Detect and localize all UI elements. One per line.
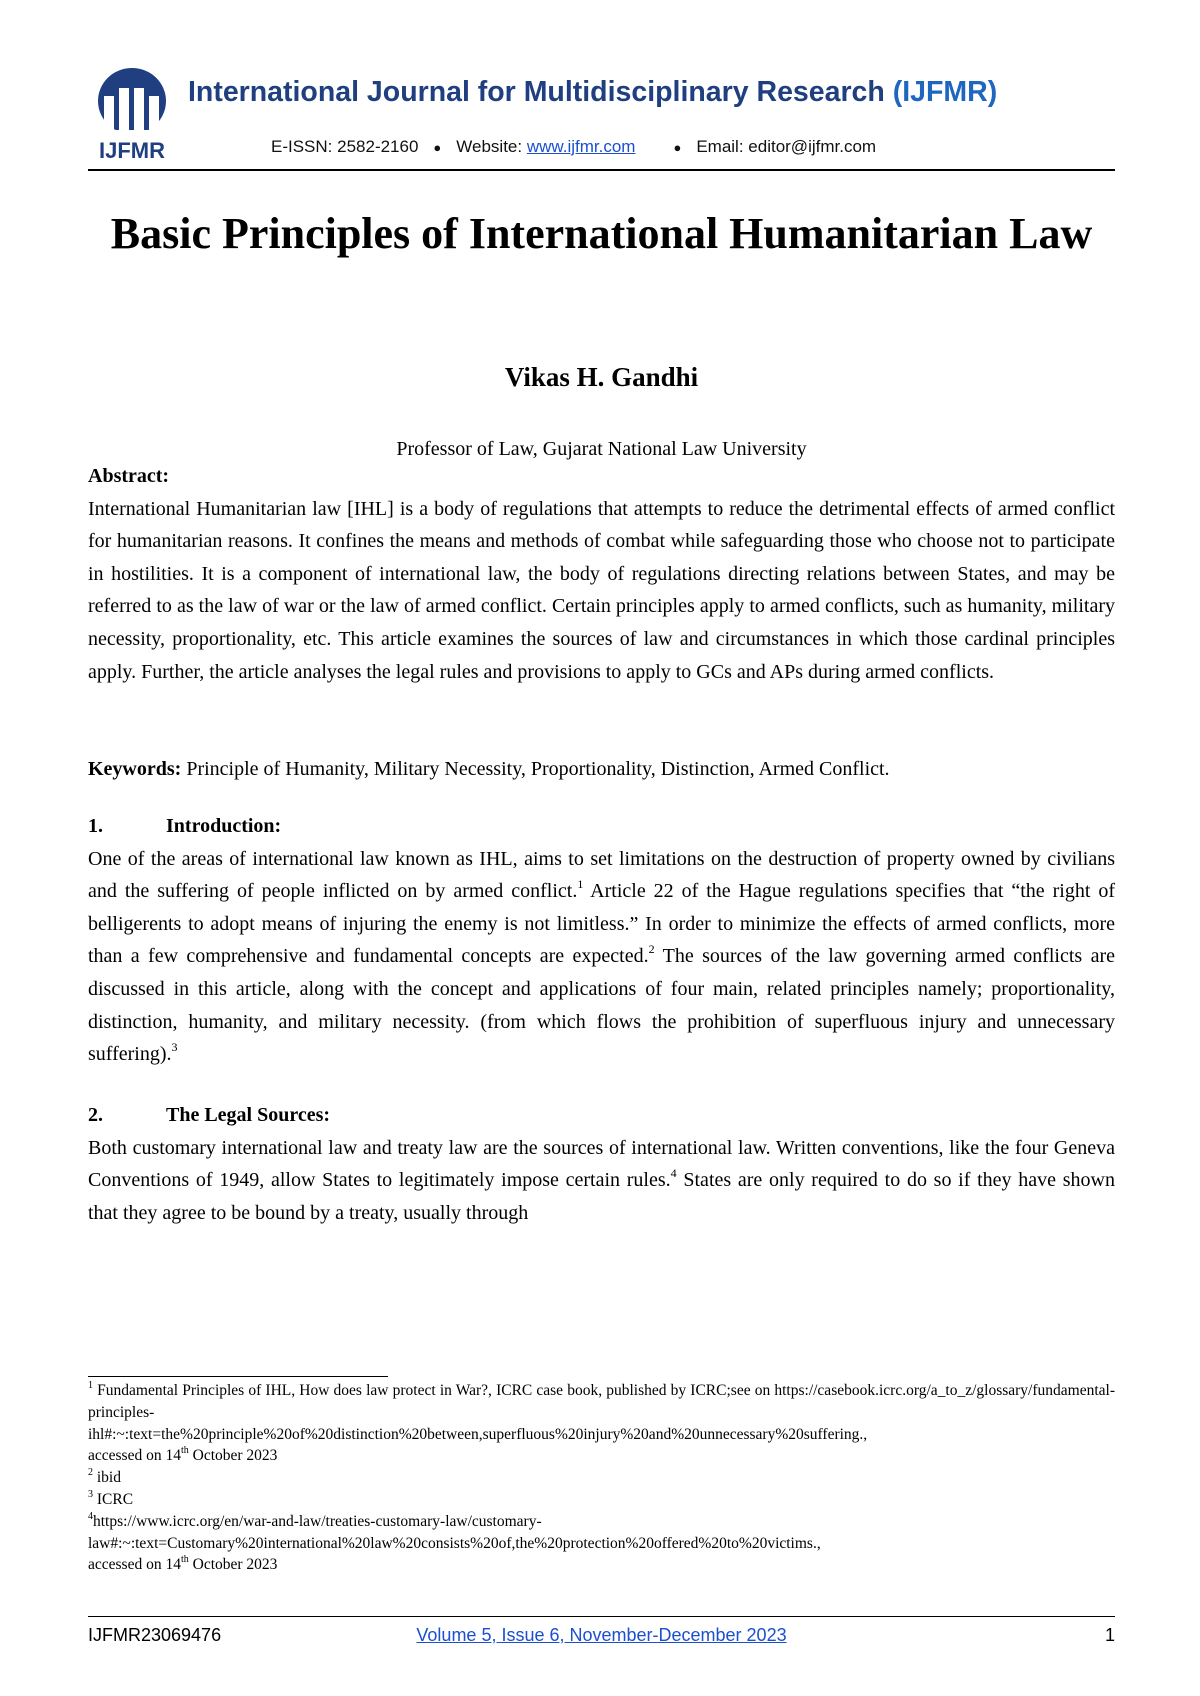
section-heading — [88, 810, 1115, 843]
footnote-url[interactable]: law#:~:text=Customary%20international%20law%20consists%20of,the%20protection%20offered%20to%20victims., — [88, 1534, 821, 1552]
footnote-divider — [88, 1376, 388, 1377]
journal-title — [188, 76, 997, 109]
abstract-text: International Humanitarian law [IHL] is a body of regulations that attempts to reduce the detrimental effects of armed conflict for humanitarian reasons. It confines the means and methods of combat while safeguarding those who choose not to participate in hostilities. It is a component of international law, the body of regulations directing relations between States, and may be referred to as the law of war or the law of armed conflict. Certain principles apply to armed conflicts, such as humanity, military necessity, proportionality, etc. This article examines the sources of law and circumstances in which those cardinal principles apply. Further, the article analyses the legal rules and provisions to apply to GCs and APs during armed conflicts. — [88, 497, 1115, 683]
footnote-1 — [88, 1380, 1115, 1424]
journal-header — [88, 62, 1115, 170]
section-title: Introduction: — [166, 815, 282, 837]
journal-name: International Journal for Multidisciplinary Research — [188, 76, 885, 108]
volume-issue-link[interactable]: Volume 5, Issue 6, November-December 2023 — [416, 1625, 787, 1645]
section-number: 2. — [88, 1104, 103, 1126]
footnote-ref[interactable]: 2 — [648, 942, 655, 957]
website-link[interactable]: www.ijfmr.com — [526, 137, 636, 156]
paragraph — [88, 1132, 1115, 1230]
keywords-section — [88, 753, 1115, 786]
section-number: 1. — [88, 815, 103, 837]
abstract-label: Abstract: — [88, 465, 170, 487]
footnote-4 — [88, 1511, 1115, 1533]
footer-divider — [88, 1616, 1115, 1617]
footnote-text: October 2023 — [188, 1447, 278, 1465]
footnote-text: October 2023 — [188, 1556, 278, 1574]
keywords-text: Principle of Humanity, Military Necessity, Proportionality, Distinction, Armed Conflict. — [186, 758, 890, 780]
section-heading — [88, 1099, 1115, 1132]
footnote-text: accessed on 14 — [88, 1447, 181, 1465]
paragraph-text: States are only required to do so if they have shown that they agree to be bound by a treaty, usually through — [88, 1169, 1115, 1224]
footnote-text: accessed on 14 — [88, 1556, 181, 1574]
page-number: 1 — [1104, 1625, 1115, 1645]
footnote-mark: 1 — [88, 1380, 93, 1391]
website-label: Website: — [456, 137, 523, 156]
page-footer — [88, 1625, 1115, 1651]
paper-id: IJFMR23069476 — [88, 1625, 222, 1645]
paragraph-text: The sources of the law governing armed conflicts are discussed in this article, along with the concept and applications of four main, related principles namely; proportionality, distinction, humanity, and military necessity. (from which flows the prohibition of superfluous injury and unnecessary suffering). — [88, 945, 1115, 1066]
superscript: th — [180, 1445, 189, 1457]
section-introduction — [88, 810, 1115, 1071]
paragraph-text: Both customary international law and treaty law are the sources of international law. Written conventions, like the four Geneva Conventions of 1949, allow States to legitimately impose certain rules. — [88, 1136, 1115, 1192]
footnote-mark: 4 — [88, 1510, 93, 1522]
section-legal-sources — [88, 1099, 1115, 1229]
article-title: Basic Principles of International Humanitarian Law — [110, 209, 1093, 258]
superscript: th — [180, 1554, 189, 1566]
footnote-ref[interactable]: 3 — [171, 1040, 178, 1055]
footnote-2 — [88, 1467, 1115, 1489]
journal-abbreviation: (IJFMR) — [892, 76, 998, 108]
footnote-ref[interactable]: 1 — [577, 877, 584, 892]
author-name: Vikas H. Gandhi — [504, 362, 699, 392]
journal-contact-line — [271, 137, 876, 157]
paragraph-text: One of the areas of international law known as IHL, aims to set limitations on the destruction of property owned by civilians and the suffering of people inflicted on by armed conflict. — [88, 847, 1115, 903]
bullet-icon: ● — [433, 140, 442, 155]
footnotes — [88, 1380, 1115, 1576]
header-divider — [88, 169, 1115, 171]
footnote-text: Fundamental Principles of IHL, How does law protect in War?, ICRC case book, published by ICRC;see on https://casebook.icrc.org/a_to_z/glossary/fundamental-principles- — [88, 1382, 1115, 1421]
email: Email: editor@ijfmr.com — [696, 137, 877, 156]
footnote-access-date — [88, 1554, 1115, 1576]
eissn: E-ISSN: 2582-2160 — [271, 137, 419, 156]
section-title: The Legal Sources: — [166, 1104, 331, 1126]
paragraph — [88, 843, 1115, 1071]
paragraph-text: Article 22 of the Hague regulations specifies that “the right of belligerents to adopt means of injuring the enemy is not limitless.” In order to minimize the effects of armed conflicts, more than a few comprehensive and fundamental concepts are expected. — [88, 880, 1116, 968]
footnote-ref[interactable]: 4 — [670, 1166, 677, 1181]
footnote-text: ICRC — [93, 1490, 134, 1508]
ijfmr-logo — [88, 66, 176, 162]
author-affiliation: Professor of Law, Gujarat National Law University — [396, 438, 807, 460]
footnote-3 — [88, 1489, 1115, 1511]
footnote-access-date — [88, 1445, 1115, 1467]
logo-text: IJFMR — [99, 138, 165, 162]
bullet-icon: ● — [673, 140, 682, 155]
footnote-url[interactable]: https://www.icrc.org/en/war-and-law/treaties-customary-law/customary- — [93, 1512, 542, 1530]
keywords-label: Keywords: — [88, 758, 182, 780]
footnote-mark: 2 — [88, 1467, 93, 1479]
footnote-url[interactable]: ihl#:~:text=the%20principle%20of%20distinction%20between,superfluous%20injury%20and%20unnecessary%20suffering., — [88, 1425, 868, 1443]
footnote-text: ibid — [93, 1469, 121, 1487]
abstract-section — [88, 460, 1115, 688]
footnote-mark: 3 — [88, 1488, 93, 1500]
